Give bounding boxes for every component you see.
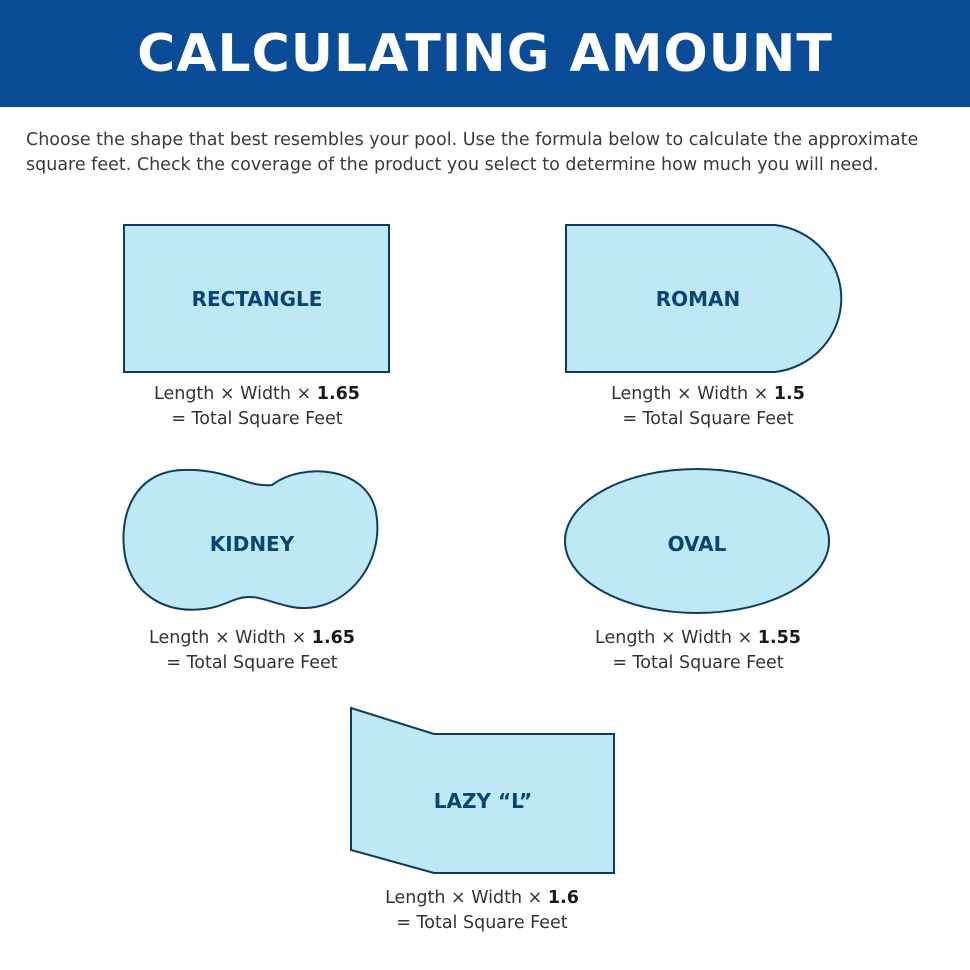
oval-multiplier: 1.55 [757,628,801,648]
rectangle-formula [97,382,417,432]
roman-formula-prefix: Length × Width × [611,384,774,404]
intro-text: Choose the shape that best resembles your pool. Use the formula below to calculate the approximate square feet. Check the coverage of the product you select to determine how much you will need. [26,130,919,175]
kidney-result: = Total Square Feet [166,653,338,673]
header-banner [0,0,970,107]
kidney-multiplier: 1.65 [311,628,355,648]
roman-result: = Total Square Feet [622,409,794,429]
roman-formula [548,382,868,432]
roman-multiplier: 1.5 [773,384,805,404]
oval-result: = Total Square Feet [612,653,784,673]
oval-label: OVAL [667,532,727,556]
oval-formula-prefix: Length × Width × [595,628,758,648]
rectangle-multiplier: 1.65 [316,384,360,404]
kidney-formula [92,626,412,676]
oval-formula [538,626,858,676]
page-title: CALCULATING AMOUNT [137,23,833,84]
rectangle-result: = Total Square Feet [171,409,343,429]
lazy-l-label: LAZY “L” [433,789,533,813]
roman-label: ROMAN [655,287,741,311]
lazy-l-formula [322,886,642,936]
kidney-label: KIDNEY [209,532,295,556]
rectangle-formula-prefix: Length × Width × [154,384,317,404]
lazy-l-multiplier: 1.6 [547,888,579,908]
lazy-l-formula-prefix: Length × Width × [385,888,548,908]
lazy-l-result: = Total Square Feet [396,913,568,933]
kidney-formula-prefix: Length × Width × [149,628,312,648]
rectangle-label: RECTANGLE [191,287,323,311]
